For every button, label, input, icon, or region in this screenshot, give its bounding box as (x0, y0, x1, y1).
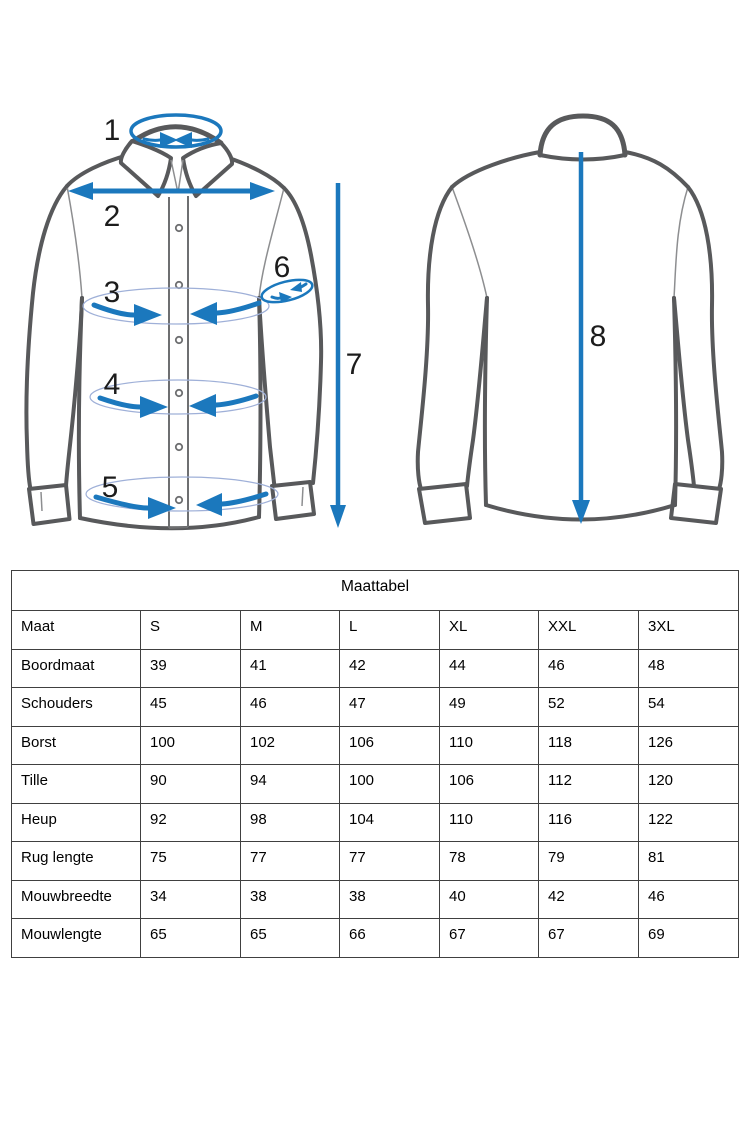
shirt-measurement-diagram (0, 0, 750, 562)
size-cell: 44 (440, 649, 539, 688)
size-cell: 49 (440, 688, 539, 727)
size-cell: 102 (241, 726, 340, 765)
collar-measure-ellipse (131, 115, 221, 147)
measure-back-length (572, 152, 606, 524)
size-cell: 47 (340, 688, 440, 727)
shoulder-arrow-left-icon (68, 182, 93, 200)
size-cell: 42 (539, 880, 639, 919)
table-title-row (12, 571, 739, 611)
size-cell: 75 (141, 842, 241, 881)
measure-front-length (330, 183, 362, 528)
measure-hip (86, 471, 278, 519)
table-row (12, 842, 739, 881)
size-cell: 38 (340, 880, 440, 919)
header-cell: Maat (12, 611, 141, 650)
front-collar-left-leaf (121, 141, 171, 196)
size-cell: 79 (539, 842, 639, 881)
table-row (12, 726, 739, 765)
table-title: Maattabel (12, 571, 739, 611)
size-cell: 106 (340, 726, 440, 765)
front-shirt-illustration (26, 127, 321, 529)
size-cell: 40 (440, 880, 539, 919)
row-label: Tille (12, 765, 141, 804)
size-cell: 92 (141, 803, 241, 842)
marker-6: 6 (273, 251, 291, 284)
size-cell: 78 (440, 842, 539, 881)
size-cell: 41 (241, 649, 340, 688)
size-cell: 52 (539, 688, 639, 727)
size-cell: 118 (539, 726, 639, 765)
size-cell: 46 (639, 880, 739, 919)
front-left-cuff (29, 485, 70, 524)
size-cell: 104 (340, 803, 440, 842)
table-row (12, 649, 739, 688)
size-cell: 106 (440, 765, 539, 804)
size-cell: 69 (639, 919, 739, 958)
back-collar (540, 116, 625, 155)
size-cell: 42 (340, 649, 440, 688)
back-left-cuff (419, 484, 470, 523)
header-cell: L (340, 611, 440, 650)
row-label: Boordmaat (12, 649, 141, 688)
table-row (12, 919, 739, 958)
marker-3: 3 (103, 276, 121, 309)
header-cell: M (241, 611, 340, 650)
size-cell: 67 (539, 919, 639, 958)
size-cell: 112 (539, 765, 639, 804)
size-cell: 48 (639, 649, 739, 688)
size-cell: 122 (639, 803, 739, 842)
size-cell: 100 (340, 765, 440, 804)
size-cell: 39 (141, 649, 241, 688)
table-row (12, 688, 739, 727)
buttons (176, 225, 182, 503)
shoulder-arrow-right-icon (250, 182, 275, 200)
size-cell: 65 (141, 919, 241, 958)
back-right-cuff (671, 484, 721, 523)
size-cell: 120 (639, 765, 739, 804)
table-row (12, 803, 739, 842)
row-label: Mouwbreedte (12, 880, 141, 919)
header-cell: XXL (539, 611, 639, 650)
table-header-row (12, 611, 739, 650)
front-right-cuff (272, 482, 314, 519)
table-row (12, 765, 739, 804)
size-cell: 65 (241, 919, 340, 958)
size-cell: 46 (241, 688, 340, 727)
table-row (12, 880, 739, 919)
size-cell: 54 (639, 688, 739, 727)
size-cell: 100 (141, 726, 241, 765)
back-shirt-illustration (418, 116, 723, 523)
size-cell: 77 (340, 842, 440, 881)
size-cell: 116 (539, 803, 639, 842)
marker-2: 2 (103, 200, 121, 233)
size-cell: 38 (241, 880, 340, 919)
size-cell: 94 (241, 765, 340, 804)
size-table (11, 570, 739, 958)
marker-8: 8 (589, 320, 607, 353)
size-cell: 77 (241, 842, 340, 881)
marker-4: 4 (103, 368, 121, 401)
size-cell: 81 (639, 842, 739, 881)
size-cell: 98 (241, 803, 340, 842)
length-arrow-down-icon (330, 505, 346, 528)
marker-7: 7 (345, 348, 363, 381)
size-cell: 45 (141, 688, 241, 727)
size-cell: 66 (340, 919, 440, 958)
header-cell: S (141, 611, 241, 650)
size-cell: 34 (141, 880, 241, 919)
row-label: Schouders (12, 688, 141, 727)
row-label: Rug lengte (12, 842, 141, 881)
size-cell: 110 (440, 726, 539, 765)
measure-shoulders (68, 182, 275, 233)
size-cell: 90 (141, 765, 241, 804)
size-cell: 110 (440, 803, 539, 842)
front-collar-right-leaf (183, 143, 232, 196)
row-label: Mouwlengte (12, 919, 141, 958)
shirt-diagram-canvas (0, 0, 750, 562)
row-label: Borst (12, 726, 141, 765)
measure-sleeve-width (259, 251, 314, 307)
marker-1: 1 (103, 114, 121, 147)
header-cell: 3XL (639, 611, 739, 650)
size-cell: 46 (539, 649, 639, 688)
size-cell: 126 (639, 726, 739, 765)
row-label: Heup (12, 803, 141, 842)
header-cell: XL (440, 611, 539, 650)
size-cell: 67 (440, 919, 539, 958)
marker-5: 5 (101, 471, 119, 504)
